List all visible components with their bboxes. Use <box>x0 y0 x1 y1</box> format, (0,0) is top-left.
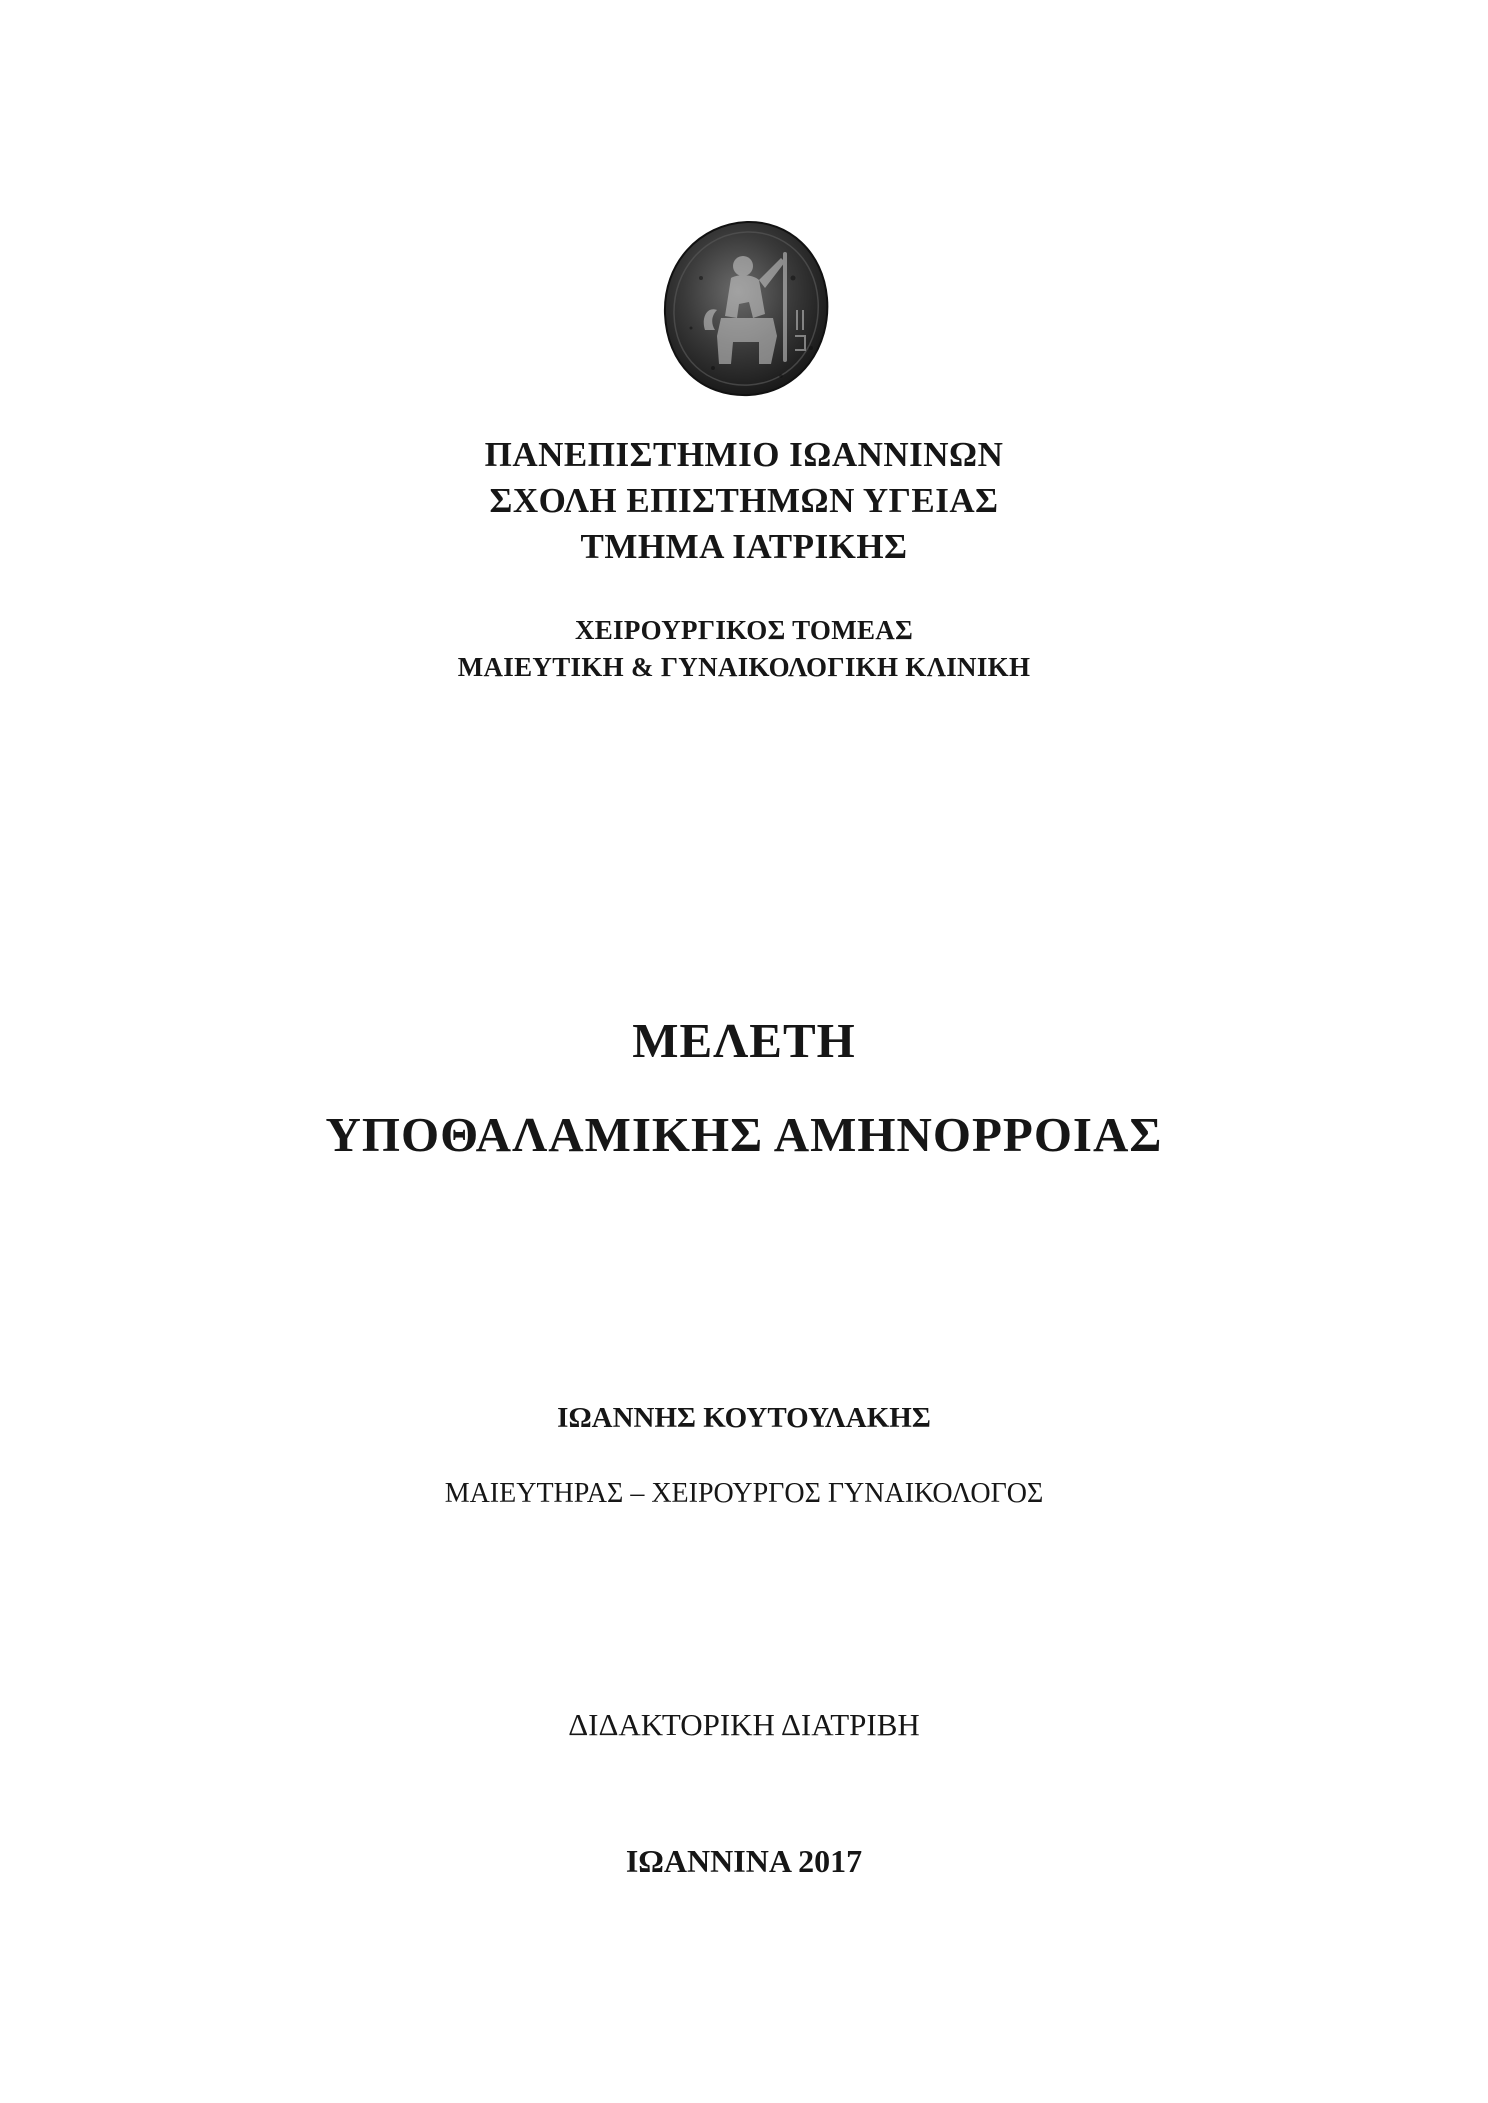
institution-header <box>0 432 1488 570</box>
author-role: ΜΑΙΕΥΤΗΡΑΣ – ΧΕΙΡΟΥΡΓΟΣ ΓΥΝΑΙΚΟΛΟΓΟΣ <box>444 1478 1044 1509</box>
faculty-name: ΤΜΗΜΑ ΙΑΤΡΙΚΗΣ <box>580 527 908 566</box>
thesis-title <box>0 994 1488 1182</box>
thesis-title-line-1: ΜΕΛΕΤΗ <box>632 1013 856 1068</box>
document-type: ΔΙΔΑΚΤΟΡΙΚΗ ΔΙΑΤΡΙΒΗ <box>568 1707 920 1742</box>
sector-name: ΧΕΙΡΟΥΡΓΙΚΟΣ ΤΟΜΕΑΣ <box>574 615 914 645</box>
thesis-title-line-2: ΥΠΟΘΑΛΑΜΙΚΗΣ ΑΜΗΝΟΡΡΟΙΑΣ <box>325 1107 1163 1162</box>
school-name: ΣΧΟΛΗ ΕΠΙΣΤΗΜΩΝ ΥΓΕΙΑΣ <box>489 481 999 520</box>
university-name: ΠΑΝΕΠΙΣΤΗΜΙΟ ΙΩΑΝΝΙΝΩΝ <box>484 435 1004 474</box>
author-name: ΙΩΑΝΝΗΣ ΚΟΥΤΟΥΛΑΚΗΣ <box>557 1402 931 1434</box>
university-coin-seal-icon <box>661 218 831 398</box>
place-year: ΙΩΑΝΝΙΝΑ 2017 <box>625 1843 863 1879</box>
department-header <box>0 612 1488 686</box>
clinic-name: ΜΑΙΕΥΤΙΚΗ & ΓΥΝΑΙΚΟΛΟΓΙΚΗ ΚΛΙΝΙΚΗ <box>457 652 1031 682</box>
